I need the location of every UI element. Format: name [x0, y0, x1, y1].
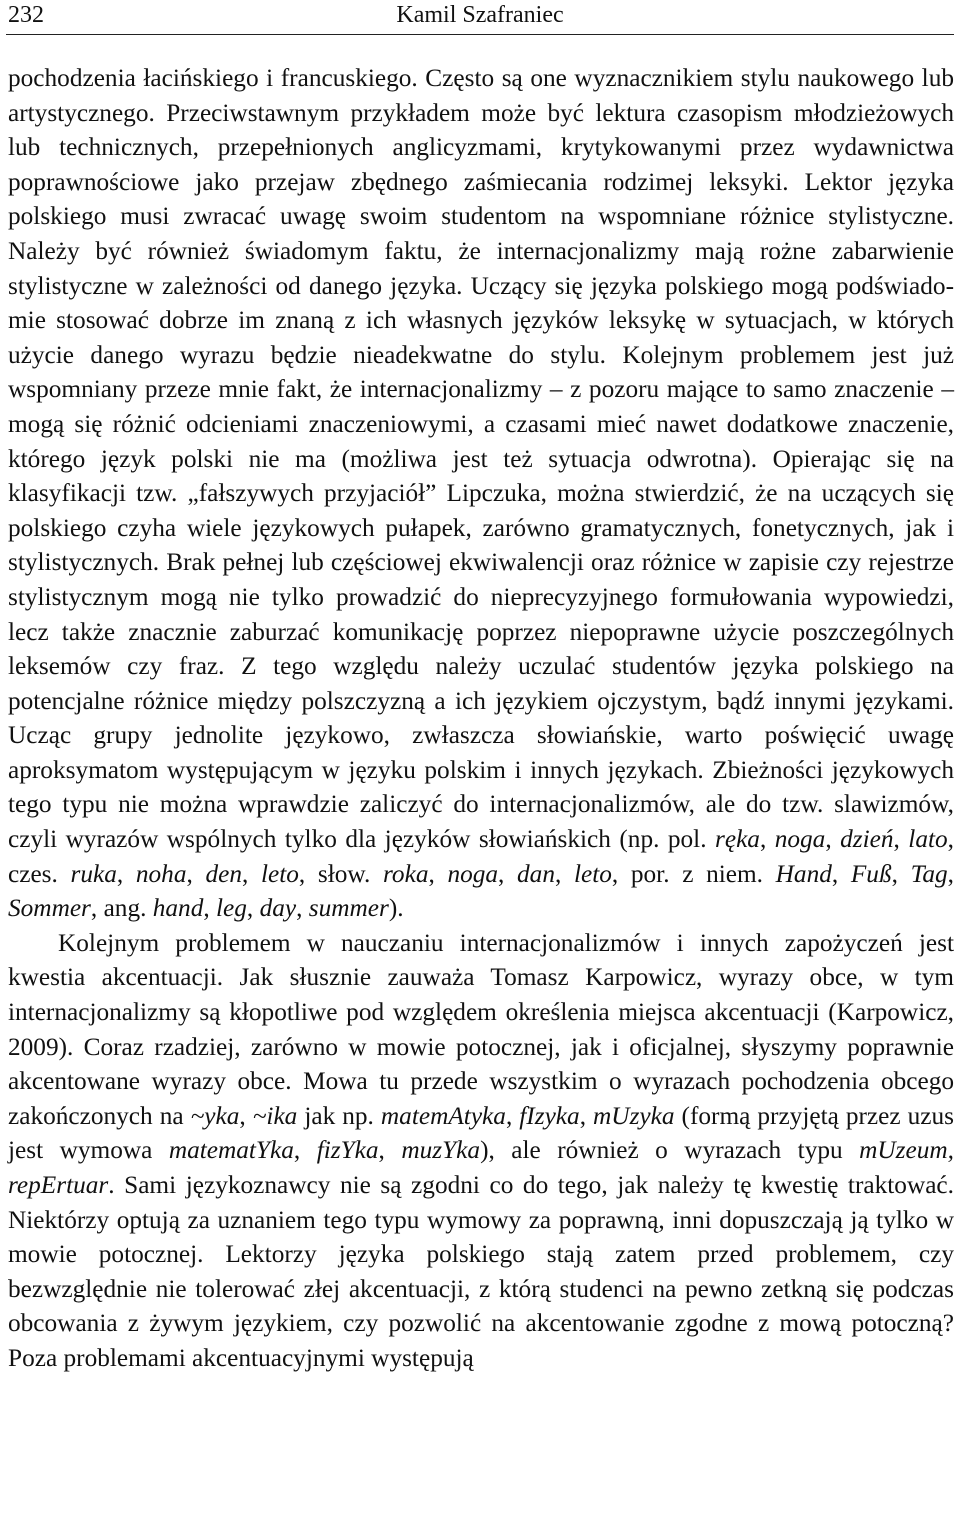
- text-run: ,: [505, 1101, 520, 1130]
- text-run: ,: [186, 859, 206, 888]
- text-run: ,: [203, 894, 216, 923]
- italic-term: summer: [308, 894, 389, 923]
- italic-term: matematYka: [168, 1136, 294, 1165]
- text-run: ,: [554, 859, 574, 888]
- italic-term: ~ika: [252, 1101, 298, 1130]
- text-run: ,: [378, 1136, 402, 1165]
- text-run: ,: [293, 1136, 317, 1165]
- italic-term: leg: [216, 894, 247, 923]
- text-run: ,: [893, 825, 909, 854]
- text-run: , por. z niem.: [611, 859, 776, 888]
- italic-term: leto: [573, 859, 612, 888]
- text-run: , słow.: [298, 859, 384, 888]
- text-run: , czes.: [8, 825, 954, 888]
- running-head-author: Kamil Szafraniec: [396, 2, 564, 28]
- italic-term: fIzyka: [519, 1101, 580, 1130]
- italic-term: Hand: [775, 859, 832, 888]
- text-run: , ang.: [90, 894, 153, 923]
- italic-term: day: [259, 894, 297, 923]
- italic-term: mUzyka: [593, 1101, 675, 1130]
- italic-term: Fuß: [850, 859, 892, 888]
- text-run: pochodzenia łacińskiego i francuskiego. Często są one wyznacznikiem stylu naukowego lub artystycznego. Przeciwstawnym przykładem może być lektura czasopism młodzieżowych lub technicznych, przepełnionych anglicyzmami, krytykowanymi przez wydawnictwa poprawnościowe jako przejaw zbędnego zaśmiecania rodzimej leksyki. Lektor języka polskiego musi zwracać uwagę swoim studentom na wspomniane różnice stylistyczne. Należy być również świadomym faktu, że internacjonalizmy mają rożne zabarwienie stylistyczne w zależności od danego języka. Uczący się języka polskiego mogą podświadomie stosować dobrze im znaną z ich własnych języków leksykę w sytuacjach, w których użycie danego wyrazu będzie nieadekwatne do stylu. Kolejnym problemem jest już wspomniany przeze mnie fakt, że internacjonalizmy – z pozoru mające to samo znaczenie – mogą się różnić odcieniami znaczeniowymi, a czasami mieć nawet dodatkowe znaczenie, którego język polski nie ma (możliwa jest też sytuacja odwrotna). Opierając się na klasyfikacji tzw. „fałszywych przyjaciół” Lipczuka, można stwierdzić, że na uczących się polskiego czyha wiele językowych pułapek, zarówno gramatycznych, fonetycznych, jak i stylistycznych. Brak pełnej lub częściowej ekwiwalencji oraz różnice w zapisie czy rejestrze stylistycznym mogą nie tylko prowadzić do nieprecyzyjnego formułowania wypowiedzi, lecz także znacznie zaburzać komunikację poprzez niepoprawne użycie poszczególnych leksemów czy fraz. Z tego względu należy uczulać studentów języka polskiego na potencjalne różnice między polszczyzną a ich językiem ojczystym, bądź innymi językami. Ucząc grupy jednolite językowo, zwłaszcza słowiańskie, warto poświęcić uwagę aproksymatom występującym w języku polskim i innych językach. Zbieżności językowych tego typu nie można wprawdzie zaliczyć do internacjonalizmów, ale do tzw. slawizmów, czyli wyrazów wspólnych tylko dla języków słowiańskich (np. pol.: [8, 64, 954, 854]
- italic-term: dan: [517, 859, 555, 888]
- text-run: ,: [825, 825, 841, 854]
- text-run: ).: [388, 894, 404, 923]
- italic-term: lato: [908, 825, 948, 854]
- paragraph-2: [8, 926, 954, 1376]
- page-number: 232: [8, 2, 44, 28]
- text-run: (formą przyjętą przez uzus jest wymowa: [8, 1101, 954, 1165]
- italic-term: hand: [152, 894, 204, 923]
- text-run: ,: [241, 859, 261, 888]
- italic-term: ruka: [70, 859, 117, 888]
- text-run: ,: [947, 859, 954, 888]
- paragraph-1: [8, 61, 954, 926]
- italic-term: matemAtyka: [380, 1101, 506, 1130]
- text-run: ,: [498, 859, 518, 888]
- italic-term: ~yka: [190, 1101, 240, 1130]
- italic-term: den: [205, 859, 242, 888]
- italic-term: noga: [447, 859, 499, 888]
- text-run: . Sami językoznawcy nie są zgodni co do tego, jak należy tę kwestię traktować. Niektórzy optują za uznaniem tego typu wymowy za poprawną, inni dopuszczają ją tylko w mowie potocznej. Lektorzy języka polskiego stają zatem przed problemem, czy bezwzględnie nie tolerować złej akcentuacji, z którą studenci na pewno zetkną się podczas obcowania z żywym językiem, czy pozwolić na akcentowanie zgodne z mową potoczną? Poza problemami akcentuacyjnymi występują: [8, 1171, 954, 1372]
- text-run: ,: [579, 1101, 594, 1130]
- italic-term: mUzeum, repErtuar: [8, 1136, 954, 1199]
- italic-term: noha: [135, 859, 187, 888]
- text-run: ,: [891, 859, 911, 888]
- italic-term: muzYka: [401, 1136, 481, 1165]
- italic-term: Tag: [910, 859, 948, 888]
- italic-term: noga: [774, 825, 826, 854]
- italic-term: fizYka: [316, 1136, 379, 1165]
- text-run: ,: [296, 894, 309, 923]
- body-text: [8, 61, 954, 1376]
- italic-term: leto: [260, 859, 299, 888]
- italic-term: Sommer: [8, 894, 91, 923]
- text-run: ,: [759, 825, 775, 854]
- text-run: ,: [831, 859, 851, 888]
- text-run: ,: [246, 894, 260, 923]
- text-run: ,: [116, 859, 136, 888]
- text-run: ,: [428, 859, 448, 888]
- text-run: ), ale również o wyrazach typu: [480, 1136, 860, 1165]
- italic-term: roka: [383, 859, 429, 888]
- page-header: [6, 0, 954, 35]
- text-run: ,: [239, 1101, 253, 1130]
- italic-term: dzień: [840, 825, 894, 854]
- italic-term: ręka: [715, 825, 760, 854]
- text-run: jak np.: [297, 1101, 381, 1130]
- text-run: Kolejnym problemem w nauczaniu internacjonalizmów i innych zapożyczeń jest kwestia akcentuacji. Jak słusznie zauważa Tomasz Karpowicz, wyrazy obce, w tym internacjonalizmy są kłopotliwe pod względem określenia miejsca akcentuacji (Karpowicz, 2009). Coraz rzadziej, zarówno w mowie potocznej, jak i oficjalnej, słyszymy poprawnie akcentowane wyrazy obce. Mowa tu przede wszystkim o wyrazach pochodzenia obcego zakończonych na: [8, 928, 954, 1130]
